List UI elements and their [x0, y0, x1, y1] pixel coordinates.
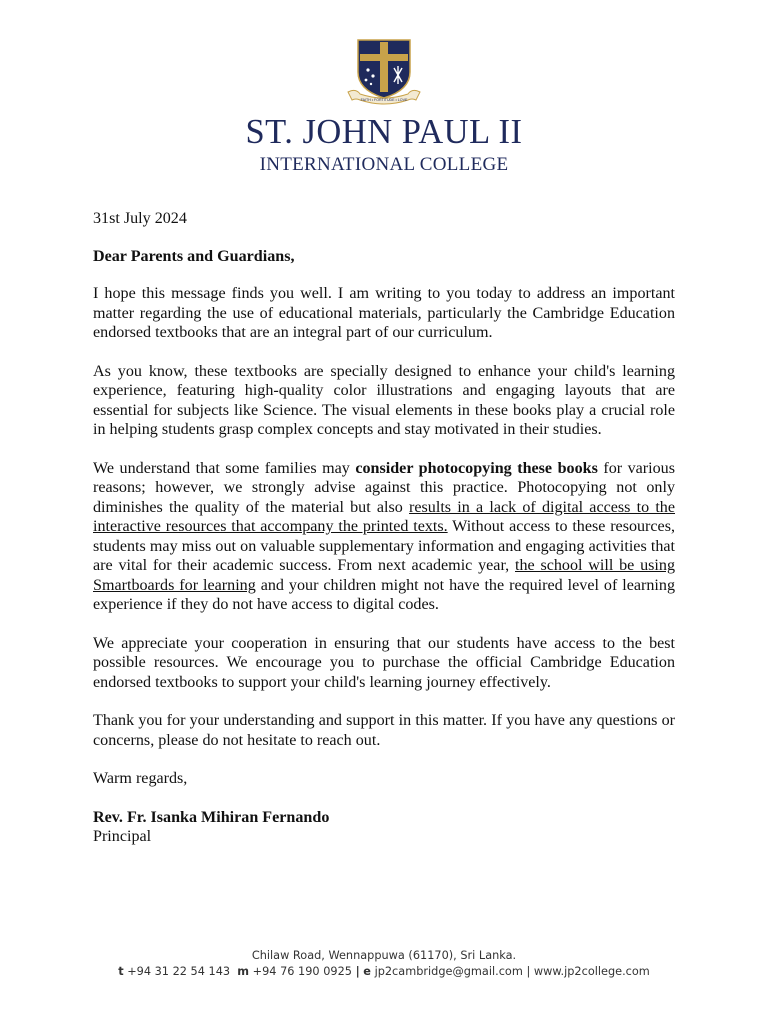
separator: |	[526, 965, 531, 978]
school-name: ST. JOHN PAUL II	[245, 113, 523, 151]
phone-label: t	[118, 965, 124, 978]
letter-greeting: Dear Parents and Guardians,	[93, 247, 295, 265]
college-crest-logo	[346, 38, 422, 106]
mobile-label: m	[237, 965, 250, 978]
footer-contact	[0, 964, 768, 980]
smartboard-note: the school will be using Smartboards for learning	[93, 557, 675, 594]
letter-body	[93, 209, 675, 847]
paragraph-3-text: Without access to these resources, students may miss out on valuable supplementary information and engaging activities that are vital for their academic success. From next academic year,	[93, 518, 675, 574]
email-link[interactable]: jp2cambridge@gmail.com	[374, 965, 523, 978]
paragraph-1: I hope this message finds you well. I am writing to you today to address an important matter regarding the use of educational materials, particularly the Cambridge Education endorsed textbooks that are an integral part of our curriculum.	[93, 285, 675, 341]
footer-address: Chilaw Road, Wennappuwa (61170), Sri Lanka.	[251, 949, 517, 962]
paragraph-3	[93, 459, 675, 615]
mobile-number: +94 76 190 0925	[252, 965, 352, 978]
signer-title: Principal	[93, 828, 152, 845]
paragraph-2: As you know, these textbooks are specially designed to enhance your child's learning experience, featuring high-quality color illustrations and engaging layouts that are essential for subjects like Science. The visual elements in these books play a crucial role in helping students grasp complex concepts and stay motivated in their studies.	[93, 362, 675, 438]
website-link[interactable]: www.jp2college.com	[533, 965, 650, 978]
phone-number: +94 31 22 54 143	[127, 965, 231, 978]
email-label: e	[363, 965, 371, 978]
crest-motto: FAITH • FORTITUDE • LOVE	[360, 98, 408, 102]
letter-date: 31st July 2024	[93, 210, 187, 227]
photocopy-emphasis: consider photocopying these books	[355, 459, 598, 477]
school-subtitle: INTERNATIONAL COLLEGE	[259, 154, 509, 175]
paragraph-3-text: We understand that some families may	[93, 459, 356, 477]
paragraph-5: Thank you for your understanding and support in this matter. If you have any questions or concerns, please do not hesitate to reach out.	[93, 712, 675, 749]
letter-closing: Warm regards,	[93, 770, 188, 787]
paragraph-3-text: and your children might not have the required level of learning experience if they do not have access to digital codes.	[93, 576, 675, 613]
digital-access-note: results in a lack of digital access to the interactive resources that accompany the printed texts.	[93, 498, 675, 535]
paragraph-4: We appreciate your cooperation in ensuring that our students have access to the best possible resources. We encourage you to purchase the official Cambridge Education endorsed textbooks to support your child's learning journey effectively.	[93, 634, 675, 691]
separator: |	[355, 965, 360, 978]
letter-footer	[0, 948, 768, 980]
paragraph-3-text: for various reasons; however, we strongly advise against this practice. Photocopying not only diminishes the quality of the material but also	[93, 459, 675, 516]
signer-name: Rev. Fr. Isanka Mihiran Fernando	[93, 808, 330, 826]
